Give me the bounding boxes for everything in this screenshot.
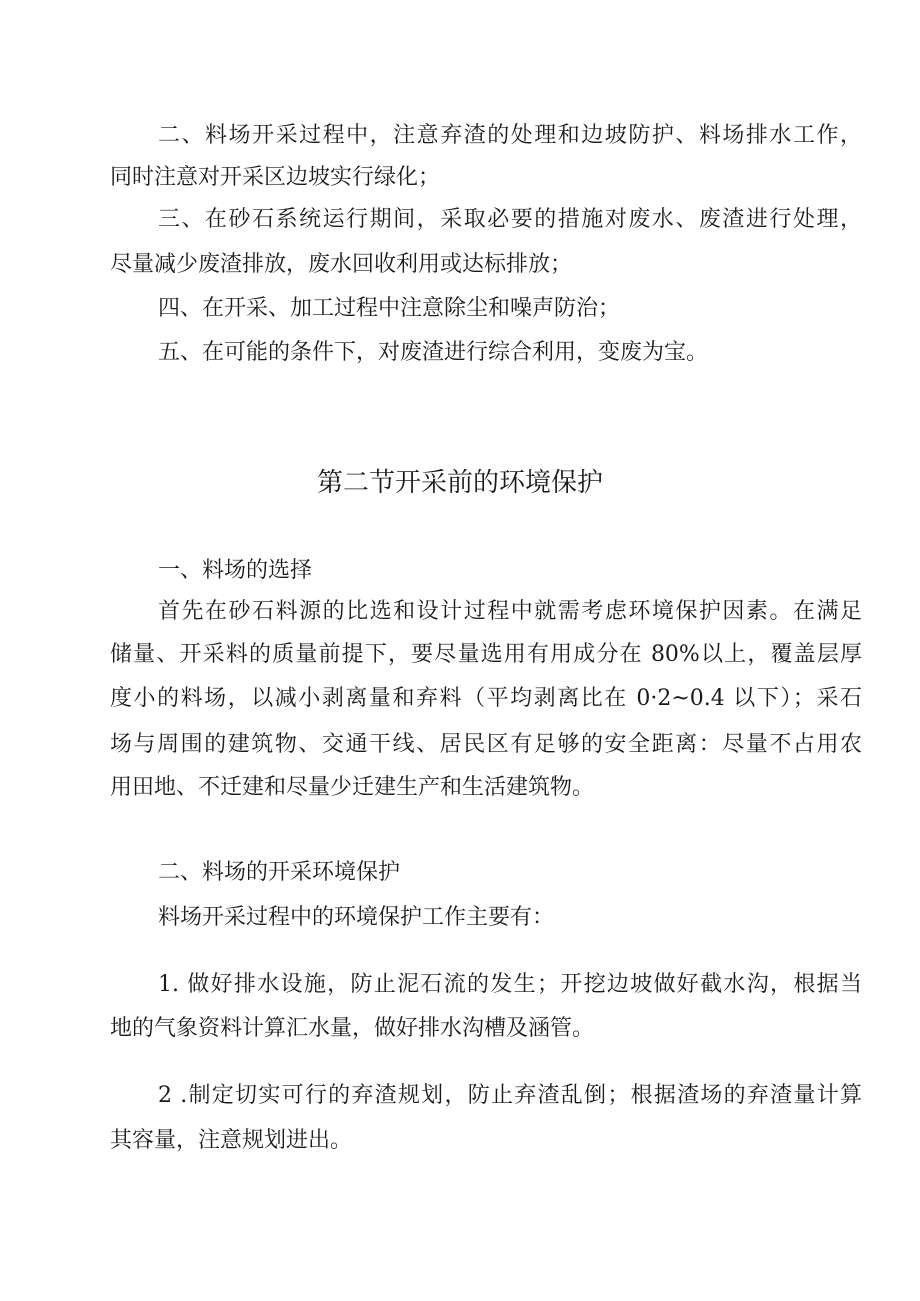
paragraph-line: 用田地、不迁建和尽量少迁建生产和生活建筑物。 <box>110 775 595 800</box>
list-item-line: 1. 做好排水设施，防止泥石流的发生；开挖边坡做好截水沟，根据当 <box>158 972 862 997</box>
list-item-line: 地的气象资料计算汇水量，做好排水沟槽及涵管。 <box>110 1016 595 1041</box>
paragraph-line: 度小的料场，以减小剥离量和弃料（平均剥离比在 0·2~0.4 以下）；采石 <box>110 686 862 711</box>
paragraph-line: 尽量减少废渣排放，废水回收利用或达标排放； <box>110 252 573 277</box>
section-heading: 第二节开采前的环境保护 <box>316 468 603 498</box>
list-item-line: 2 .制定切实可行的弃渣规划，防止弃渣乱倒；根据渣场的弃渣量计算 <box>158 1083 862 1108</box>
list-item-line: 其容量，注意规划进出。 <box>110 1128 353 1153</box>
paragraph-line: 场与周围的建筑物、交通干线、居民区有足够的安全距离：尽量不占用农 <box>110 732 862 757</box>
paragraph-line: 首先在砂石料源的比选和设计过程中就需考虑环境保护因素。在满足 <box>158 599 862 624</box>
paragraph-line: 料场开采过程中的环境保护工作主要有： <box>158 905 555 930</box>
paragraph-line: 储量、开采料的质量前提下，要尽量选用有用成分在 80%以上，覆盖层厚 <box>110 642 862 667</box>
paragraph-line: 五、在可能的条件下，对废渣进行综合利用，变废为宝。 <box>158 340 709 365</box>
paragraph-line: 同时注意对开采区边坡实行绿化； <box>110 165 441 190</box>
paragraph-line: 四、在开采、加工过程中注意除尘和噪声防治； <box>158 296 621 321</box>
subsection-title: 二、料场的开采环境保护 <box>158 860 401 885</box>
paragraph-line: 三、在砂石系统运行期间，采取必要的措施对废水、废渣进行处理， <box>158 207 862 232</box>
paragraph-line: 二、料场开采过程中，注意弃渣的处理和边坡防护、料场排水工作， <box>158 123 862 148</box>
subsection-title: 一、料场的选择 <box>158 558 313 583</box>
